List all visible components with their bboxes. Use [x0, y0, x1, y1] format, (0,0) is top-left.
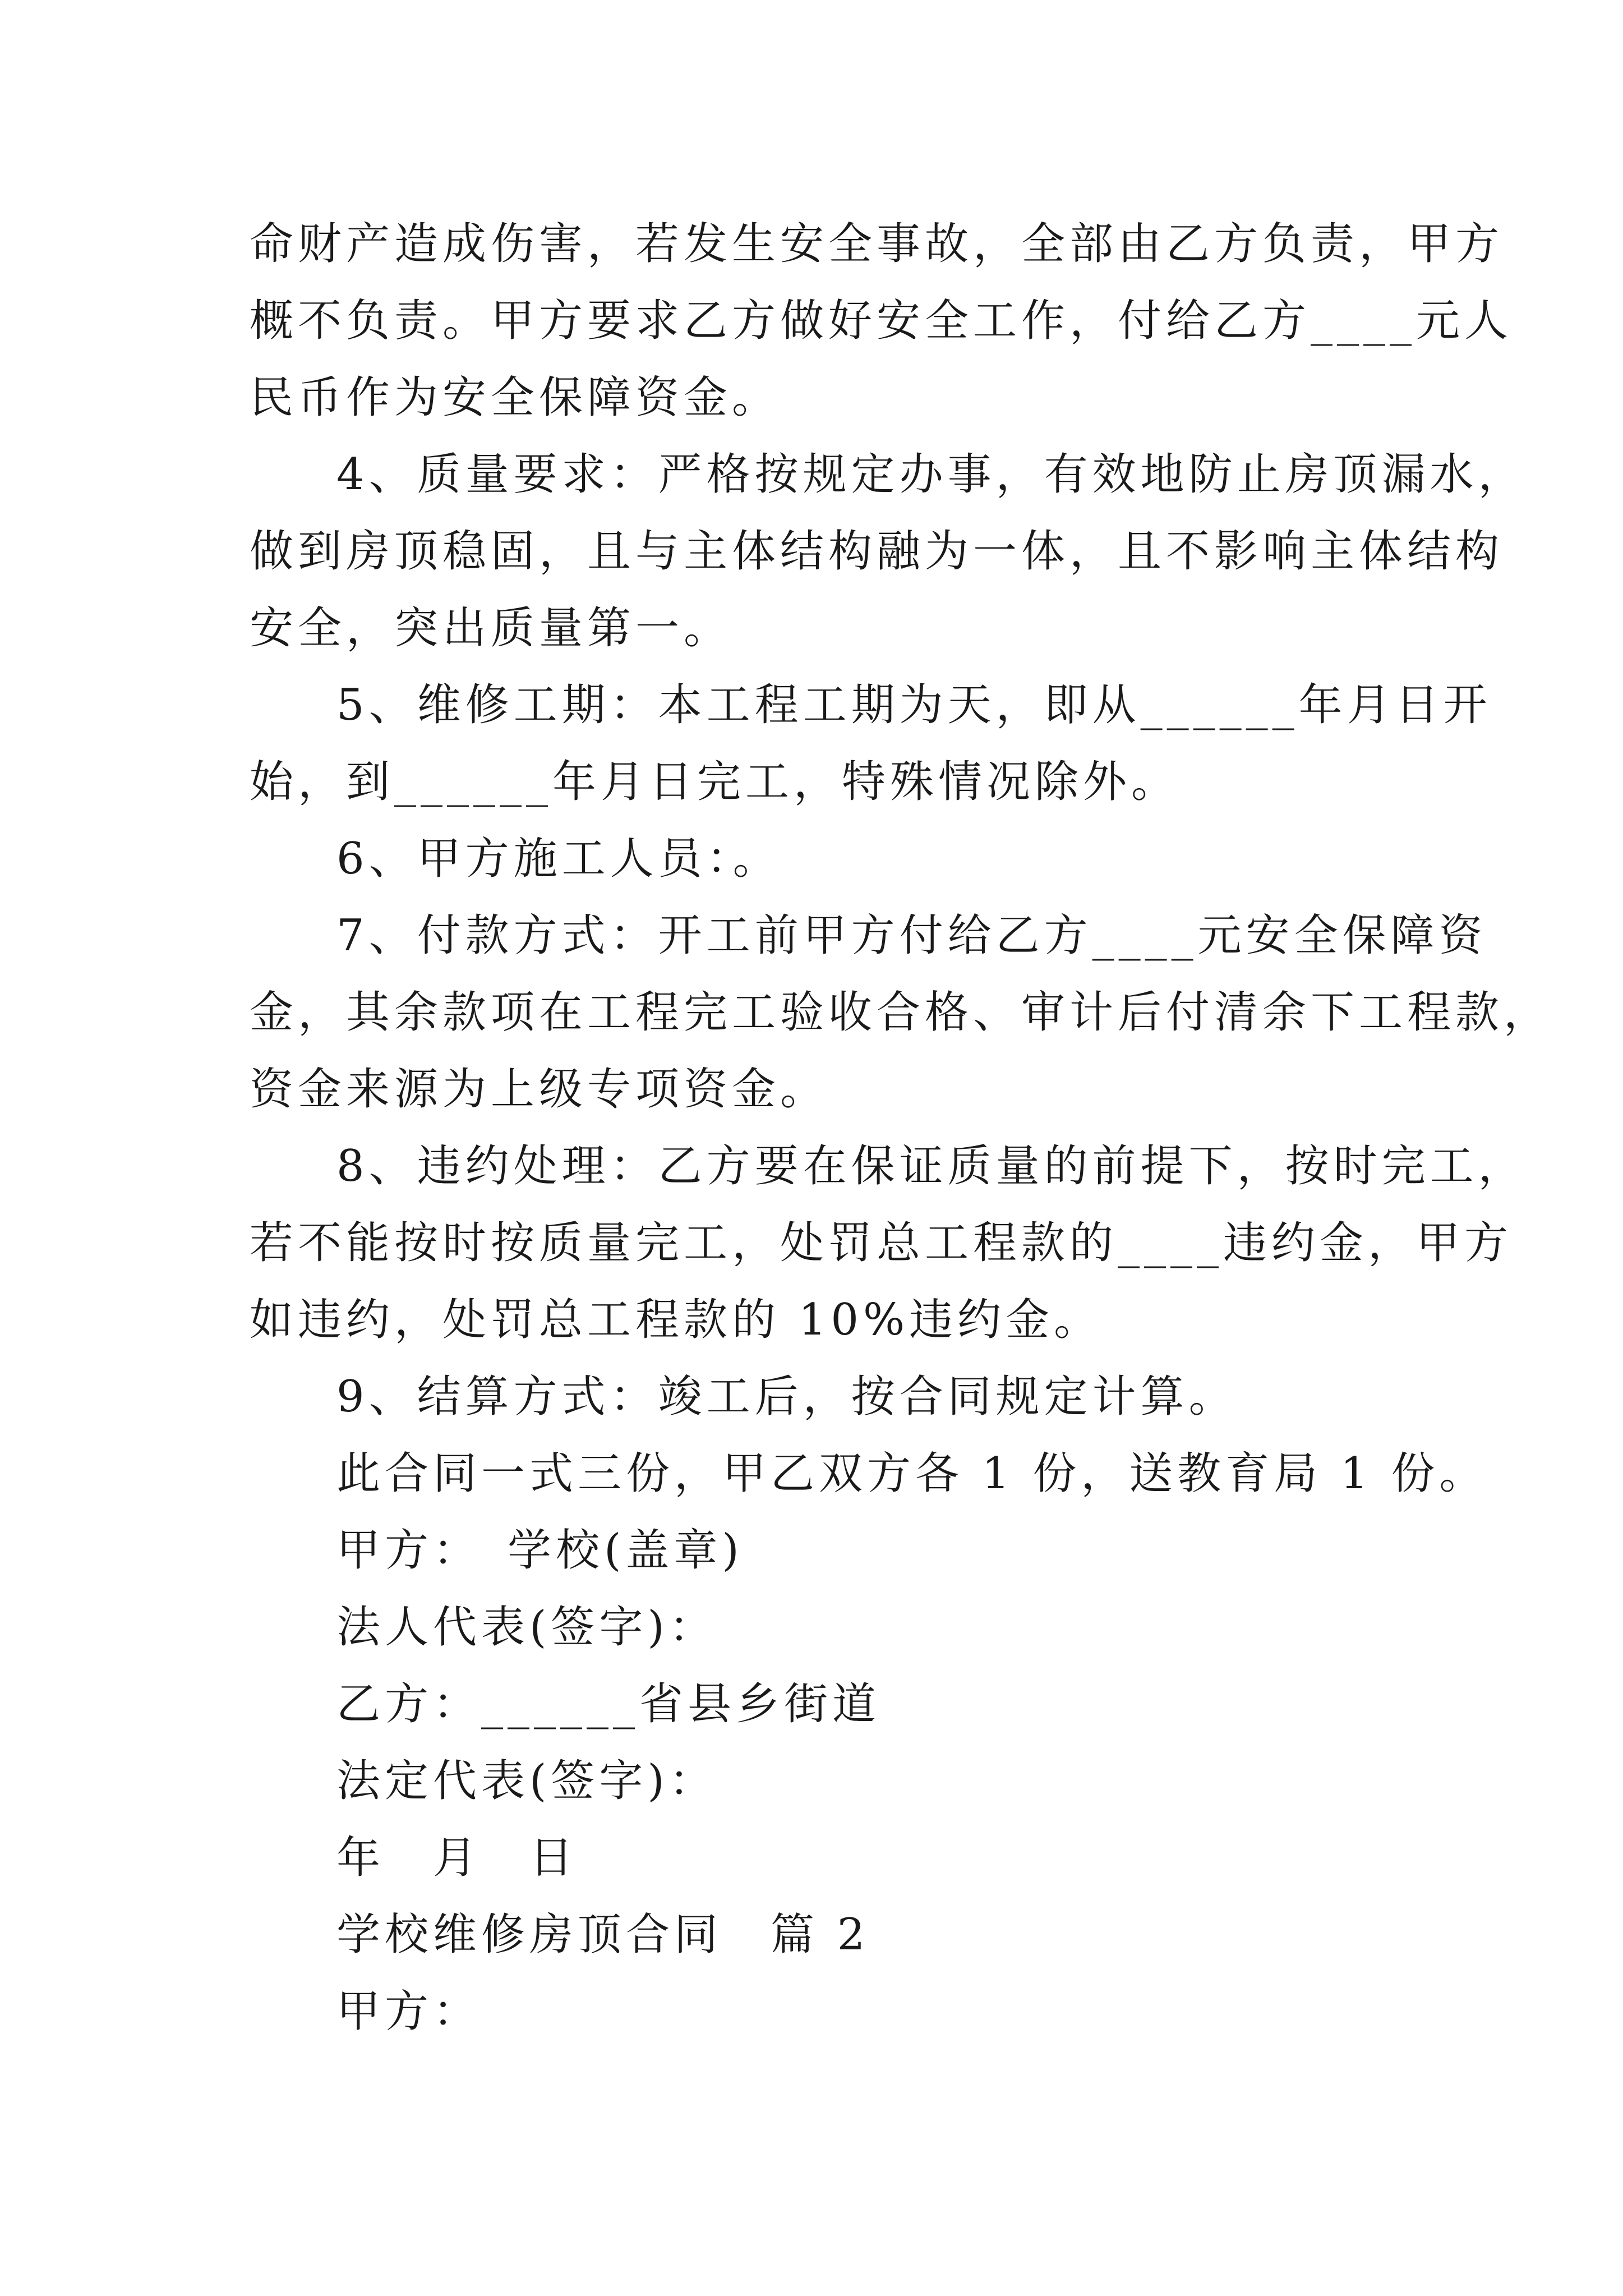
clause-6-personnel: 6、甲方施工人员：。 [336, 834, 781, 884]
text-line: 民币作为安全保障资金。 [250, 372, 781, 423]
party-a-signature: 甲方： 学校(盖章) [336, 1525, 744, 1576]
party-a-label: 甲方： [336, 1986, 482, 2037]
section-heading: 学校维修房顶合同 篇 2 [336, 1910, 870, 1960]
text-line: 若不能按时按质量完工，处罚总工程款的____违约金，甲方 [250, 1218, 1513, 1268]
text-line: 安全，突出质量第一。 [250, 603, 732, 654]
clause-8-breach: 8、违约处理：乙方要在保证质量的前提下，按时完工， [336, 1141, 1527, 1191]
clause-4-quality: 4、质量要求：严格按规定办事，有效地防止房顶漏水， [336, 449, 1527, 500]
text-line: 概不负责。甲方要求乙方做好安全工作，付给乙方____元人 [250, 296, 1513, 346]
clause-5-schedule: 5、维修工期：本工程工期为天，即从______年月日开 [336, 680, 1492, 730]
date-line: 年 月 日 [336, 1833, 578, 1883]
text-line: 金，其余款项在工程完工验收合格、审计后付清余下工程款， [250, 987, 1552, 1038]
copies-statement: 此合同一式三份，甲乙双方各 1 份，送教育局 1 份。 [336, 1448, 1488, 1499]
clause-7-payment: 7、付款方式：开工前甲方付给乙方____元安全保障资 [336, 910, 1487, 961]
text-line: 始，到______年月日完工，特殊情况除外。 [250, 757, 1180, 807]
clause-9-settlement: 9、结算方式：竣工后，按合同规定计算。 [336, 1372, 1237, 1422]
text-line: 如违约，处罚总工程款的 10%违约金。 [250, 1295, 1103, 1345]
party-b-signature: 乙方：______省县乡街道 [336, 1679, 881, 1729]
legal-rep-b-signature: 法定代表(签字)： [336, 1756, 717, 1806]
text-line: 命财产造成伤害，若发生安全事故，全部由乙方负责，甲方 [250, 219, 1504, 269]
text-line: 资金来源为上级专项资金。 [250, 1064, 829, 1115]
text-line: 做到房顶稳固，且与主体结构融为一体，且不影响主体结构 [250, 526, 1504, 577]
legal-rep-signature: 法人代表(签字)： [336, 1602, 717, 1653]
